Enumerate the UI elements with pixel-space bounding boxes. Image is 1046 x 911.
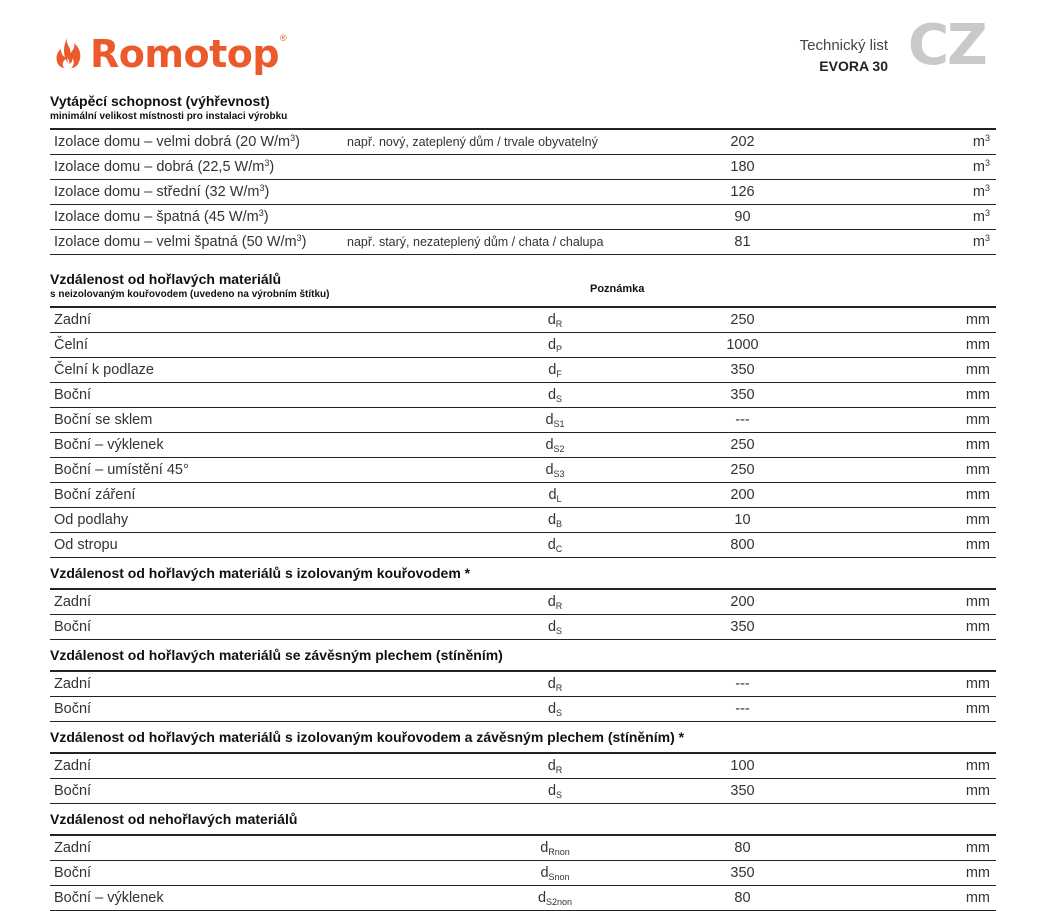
label-superscript: 3 [258,208,264,218]
row-label: Izolace domu – střední (32 $W/m^3$) [54,183,270,200]
symbol-subscript: S2non [546,897,573,907]
table-row [50,333,996,358]
label-superscript: 3 [264,158,270,168]
distance-symbol: $d_S$ [547,783,563,800]
table-row [50,508,996,533]
row-label: Zadní [54,676,92,692]
section-title: Vzdálenost od hořlavých materiálů s izolovaným kouřovodem * [50,565,471,581]
document-type: Technický list [799,37,888,54]
symbol-subscript: P [556,344,563,354]
section-header [50,564,996,582]
distance-symbol: $d_R$ [547,312,563,329]
unit-superscript: 3 [984,208,990,218]
symbol-subscript: S3 [553,469,565,479]
distance-symbol: $d_{S1}$ [545,412,565,429]
row-value: 350 [730,783,755,799]
table-row [50,130,996,155]
row-unit: mm [965,676,990,692]
row-unit: mm [965,537,990,553]
section-gap [50,255,996,270]
row-label: Zadní [54,840,92,856]
row-unit: mm [965,512,990,528]
symbol-subscript: R [555,319,563,329]
row-value: --- [735,676,750,692]
row-unit: mm [965,840,990,856]
symbol-subscript: R [555,683,563,693]
row-note: např. nový, zateplený dům / trvale obyvatelný [347,135,598,149]
row-unit: mm [965,758,990,774]
row-unit: mm [965,337,990,353]
spec-content [50,92,996,911]
row-value: 250 [730,312,755,328]
distance-symbol: $d_L$ [548,487,562,504]
row-label: Izolace domu – velmi špatná (50 $W/m^3$) [54,233,307,250]
row-label: Zadní [54,312,92,328]
row-label: Zadní [54,758,92,774]
row-value: 350 [730,619,755,635]
row-label: Boční – výklenek [54,890,164,906]
row-value: 350 [730,865,755,881]
section-subtitle: s neizolovaným kouřovodem (uvedeno na výrobním štítku) [50,289,330,300]
symbol-subscript: S [556,626,563,636]
table-row [50,533,996,558]
symbol-subscript: S [556,790,563,800]
row-value: 350 [730,362,755,378]
note-column-header: Poznámka [590,283,645,295]
row-value: 80 [734,840,751,856]
distance-symbol: $d_{Rnon}$ [540,840,570,857]
distance-symbol: $d_C$ [547,537,563,554]
row-unit: mm [965,890,990,906]
row-value: 200 [730,594,755,610]
unit-superscript: 3 [984,133,990,143]
page-header [0,0,1046,90]
distance-symbol: $d_P$ [547,337,563,354]
distance-tables [50,255,996,911]
row-value: 126 [730,184,755,200]
unit-superscript: 3 [984,183,990,193]
row-unit: mm [965,594,990,610]
label-superscript: 3 [296,233,302,243]
brand-name: Romotop [90,32,280,76]
symbol-subscript: R [555,601,563,611]
row-unit: $m^3$ [972,233,990,250]
table-row [50,697,996,722]
distance-symbol: $d_R$ [547,758,563,775]
row-value: 350 [730,387,755,403]
row-label: Boční se sklem [54,412,153,428]
language-code: CZ [908,13,986,78]
section-title: Vzdálenost od nehořlavých materiálů [50,811,298,827]
table-row [50,358,996,383]
row-label: Čelní k podlaze [54,362,154,378]
heating-section-header [50,92,996,123]
table-row [50,779,996,804]
table-row [50,433,996,458]
distance-symbol: $d_F$ [548,362,562,379]
row-unit: mm [965,312,990,328]
section-subtitle: minimální velikost místnosti pro instalaci výrobku [50,111,288,122]
row-unit: $m^3$ [972,208,990,225]
unit-superscript: 3 [984,233,990,243]
row-unit: mm [965,783,990,799]
symbol-subscript: L [556,494,562,504]
row-value: 800 [730,537,755,553]
symbol-subscript: C [555,544,563,554]
distance-symbol: $d_{Snon}$ [540,865,570,882]
distance-symbol: $d_{S2non}$ [537,890,573,907]
row-value: --- [735,412,750,428]
row-note: např. starý, nezateplený dům / chata / chalupa [347,235,604,249]
row-label: Boční – umístění 45° [54,462,189,478]
table-row [50,205,996,230]
row-value: 200 [730,487,755,503]
row-label: Boční [54,701,92,717]
row-label: Izolace domu – velmi dobrá (20 $W/m^3$) [54,133,300,150]
label-superscript: 3 [290,133,296,143]
section-header [50,646,996,664]
row-unit: mm [965,701,990,717]
row-label: Zadní [54,594,92,610]
registered-mark: ® [280,33,287,43]
row-value: 180 [730,159,755,175]
label-superscript: 3 [259,183,265,193]
table-row [50,230,996,255]
distance-symbol: $d_S$ [547,387,563,404]
symbol-subscript: S2 [553,444,565,454]
row-value: 81 [734,234,751,250]
table-row [50,672,996,697]
section-title: Vzdálenost od hořlavých materiálů s izolovaným kouřovodem a závěsným plechem (stíněním) * [50,729,685,745]
row-label: Boční záření [54,487,136,503]
table-row [50,590,996,615]
section-title: Vytápěcí schopnost (výhřevnost) [50,93,270,109]
table-row [50,180,996,205]
distance-symbol: $d_R$ [547,676,563,693]
table-row [50,836,996,861]
row-unit: $m^3$ [972,183,990,200]
distance-symbol: $d_B$ [547,512,563,529]
distance-symbol: $d_S$ [547,701,563,718]
row-label: Boční [54,387,92,403]
row-label: Izolace domu – dobrá (22,5 $W/m^3$) [54,158,275,175]
row-label: Boční [54,865,92,881]
row-value: 202 [730,134,755,150]
symbol-subscript: S [556,708,563,718]
symbol-subscript: Rnon [548,847,570,857]
row-label: Boční [54,783,92,799]
distance-symbol: $d_{S2}$ [545,437,565,454]
section-header [50,270,996,301]
row-value: 1000 [726,337,759,353]
symbol-subscript: F [556,369,562,379]
row-unit: mm [965,462,990,478]
table-row [50,861,996,886]
row-unit: mm [965,619,990,635]
section-header [50,810,996,828]
section-header [50,728,996,746]
row-value: 90 [734,209,751,225]
symbol-subscript: S [556,394,563,404]
unit-superscript: 3 [984,158,990,168]
symbol-subscript: R [555,765,563,775]
row-value: 250 [730,462,755,478]
table-row [50,155,996,180]
row-unit: mm [965,865,990,881]
product-model: EVORA 30 [819,58,888,74]
row-value: 100 [730,758,755,774]
row-unit: mm [965,362,990,378]
row-label: Izolace domu – špatná (45 $W/m^3$) [54,208,269,225]
table-row [50,483,996,508]
table-row [50,615,996,640]
distance-symbol: $d_R$ [547,594,563,611]
symbol-subscript: S1 [553,419,565,429]
brand-logo [52,32,287,76]
row-unit: mm [965,412,990,428]
table-row [50,408,996,433]
row-value: --- [735,701,750,717]
row-unit: mm [965,437,990,453]
row-unit: $m^3$ [972,158,990,175]
row-value: 10 [734,512,751,528]
distance-symbol: $d_S$ [547,619,563,636]
row-label: Od podlahy [54,512,129,528]
row-label: Boční – výklenek [54,437,164,453]
row-unit: mm [965,387,990,403]
row-value: 80 [734,890,751,906]
row-value: 250 [730,437,755,453]
section-title: Vzdálenost od hořlavých materiálů se závěsným plechem (stíněním) [50,647,503,663]
distance-symbol: $d_{S3}$ [545,462,565,479]
table-row [50,754,996,779]
section-title: Vzdálenost od hořlavých materiálů [50,271,282,287]
symbol-subscript: Snon [548,872,570,882]
table-row [50,886,996,911]
flame-logo-icon [52,35,84,73]
heating-table [50,130,996,255]
table-row [50,383,996,408]
row-label: Čelní [54,337,88,353]
symbol-subscript: B [556,519,563,529]
table-row [50,458,996,483]
row-label: Od stropu [54,537,118,553]
table-row [50,308,996,333]
row-unit: mm [965,487,990,503]
row-unit: $m^3$ [972,133,990,150]
row-label: Boční [54,619,92,635]
document-info [800,36,888,76]
